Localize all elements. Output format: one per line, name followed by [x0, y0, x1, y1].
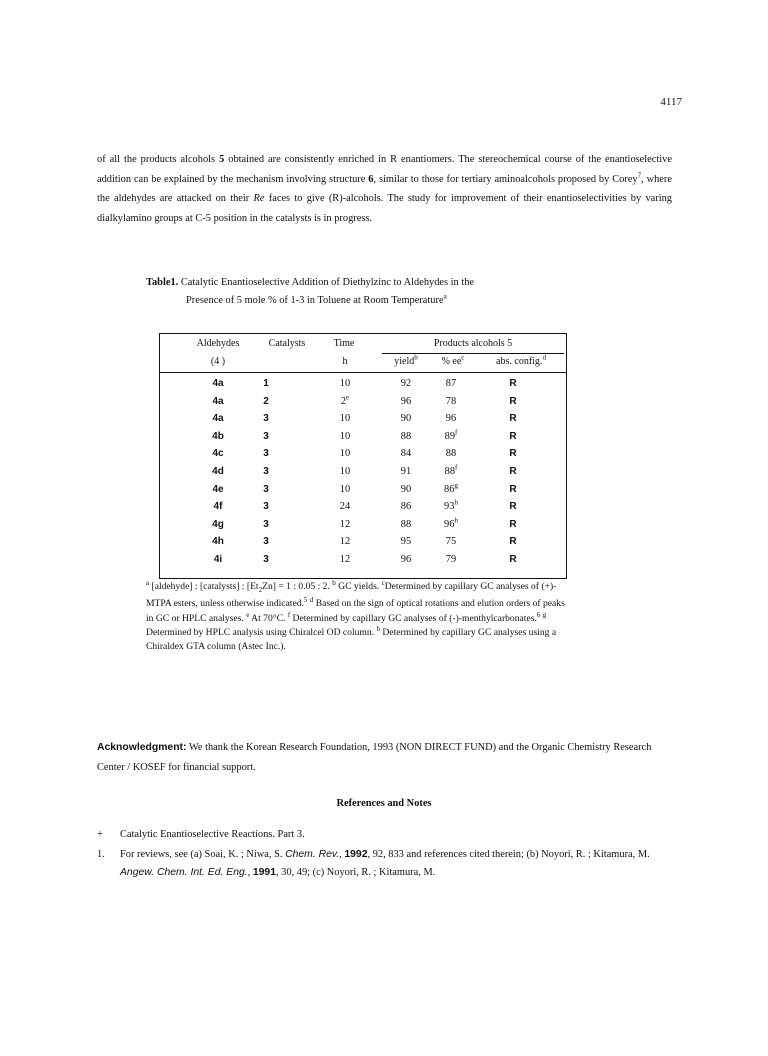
cell-yield: 84 [400, 448, 412, 460]
cell-yield: 95 [400, 536, 412, 548]
cell-catalyst: 3 [263, 413, 269, 425]
table-row [160, 428, 566, 448]
cell-catalyst: 3 [263, 554, 269, 565]
header-time: Time [333, 338, 355, 349]
cell-yield: 90 [400, 413, 412, 425]
header-products: Products alcohols 5 [433, 338, 513, 349]
cell-abs-config: R [509, 554, 517, 565]
table-row [160, 448, 566, 465]
table-row [160, 378, 566, 395]
cell-abs-config: R [509, 518, 517, 530]
cell-yield: 86 [400, 501, 412, 513]
cell-catalyst: 1 [263, 378, 269, 389]
cell-aldehyde: 4g [212, 518, 224, 530]
cell-ee: 96$^h$ [444, 516, 458, 530]
cell-abs-config: R [509, 536, 517, 548]
cell-yield: 92 [400, 378, 412, 389]
cell-ee: 87 [445, 378, 457, 389]
cell-aldehyde: 4c [212, 448, 224, 460]
cell-time: 12 [339, 518, 351, 530]
cell-ee: 93$^h$ [444, 498, 458, 513]
header-aldehydes: Aldehydes [196, 338, 240, 349]
cell-time: 10 [339, 378, 351, 389]
cell-ee: 79 [445, 554, 457, 565]
cell-catalyst: 3 [263, 466, 269, 477]
intro-paragraph: of all the products alcohols 5 obtained are consistently enriched in R enantiomers. The stereochemical course of the enantioselective addition can be explained by the mechanism involving structure 6, similar to those for tertiary aminoalcohols proposed by Corey$^7$, where the aldehydes are attacked on their Re faces to give (R)-alcohols. The study for improvement of their enantioselectivities by varing dialkylamino groups at C-5 position in the catalysts is in progress. [97, 154, 672, 224]
cell-catalyst: 3 [263, 430, 269, 442]
cell-time: 24 [339, 501, 351, 513]
results-table [159, 333, 567, 579]
cell-abs-config: R [509, 466, 517, 477]
cell-catalyst: 3 [263, 483, 269, 495]
cell-time: 10 [339, 466, 351, 477]
cell-ee: 88 [445, 448, 457, 460]
table-row [160, 536, 566, 553]
cell-catalyst: 3 [263, 501, 269, 513]
cell-catalyst: 3 [263, 518, 269, 530]
cell-ee: 89$^f$ [444, 428, 458, 442]
cell-time: 10 [339, 413, 351, 425]
header-time-unit: h [342, 356, 348, 367]
cell-aldehyde: 4a [212, 413, 224, 425]
acknowledgment: Acknowledgment: We thank the Korean Research Foundation, 1993 (NON DIRECT FUND) and the Organic Chemistry Research Center / KOSEF for financial support. [97, 742, 652, 773]
cell-aldehyde: 4e [212, 483, 224, 495]
cell-aldehyde: 4f [213, 501, 223, 513]
table-footnotes: $^a$ [aldehyde] : [catalysts] : $[Et_2Zn] = 1$ : 0.05 : 2. $^b$ GC yields. $^c$Determined by capillary GC analyses of (+)-MTPA esters, unless otherwise indicated.$^5$ $^d$ Based on the sign of optical rotations and elution orders of peaks in GC or HPLC analyses. $^e$ At 70°C. $^f$ Determined by capillary GC analyses of (-)-menthylcarbonates.$^6$ $^g$ Determined by HPLC analysis using Chiralcel OD column. $^h$ Determined by capillary GC analyses using a Chiraldex GTA column (Astec Inc.). [146, 578, 565, 653]
cell-aldehyde: 4a [212, 378, 224, 389]
references-heading: References and Notes [336, 798, 432, 809]
page-number: 4117 [660, 96, 682, 108]
cell-aldehyde: 4d [212, 466, 224, 477]
table-row [160, 463, 566, 483]
cell-yield: 88 [400, 518, 412, 530]
cell-ee: 78 [445, 395, 457, 407]
cell-catalyst: 3 [263, 536, 269, 548]
cell-abs-config: R [509, 483, 517, 495]
cell-time: 10 [339, 430, 351, 442]
cell-time: 12 [339, 554, 351, 565]
cell-abs-config: R [509, 395, 517, 407]
cell-abs-config: R [509, 413, 517, 425]
cell-aldehyde: 4b [212, 430, 224, 442]
cell-time: 2e [340, 393, 350, 407]
cell-aldehyde: 4i [213, 554, 223, 565]
cell-yield: 88 [400, 430, 412, 442]
cell-abs-config: R [509, 448, 517, 460]
header-yield: yield$^b$ [394, 353, 418, 367]
header-catalysts: Catalysts [268, 338, 306, 349]
cell-yield: 96 [400, 554, 412, 565]
table-caption: Table1. Catalytic Enantioselective Addition of Diethylzinc to Aldehydes in the Presence of 5 mole % of 1-3 in Toluene at Room Temperature$^a$ [146, 277, 475, 306]
cell-abs-config: R [509, 501, 517, 513]
header-abs-config: abs. config.$^d$ [496, 353, 546, 367]
cell-time: 12 [339, 536, 351, 548]
header-rule [160, 372, 566, 373]
cell-yield: 90 [400, 483, 412, 495]
table-row [160, 413, 566, 430]
cell-ee: 88$^f$ [444, 463, 458, 477]
cell-time: 10 [339, 448, 351, 460]
cell-ee: 75 [445, 536, 457, 548]
reference-item: + Catalytic Enantioselective Reactions. Part 3. [97, 829, 305, 840]
table-row [160, 393, 566, 413]
header-ee: % $ee^c$ [441, 353, 465, 367]
header-aldehydes-sub: (4 ) [210, 356, 226, 367]
cell-yield: 96 [400, 395, 412, 407]
reference-item: 1. For reviews, see (a) Soai, K. ; Niwa, S. Chem. Rev., 1992, 92, 833 and references cited therein; (b) Noyori, R. ; Kitamura, M. Angew. Chem. Int. Ed. Eng., 1991, 30, 49; (c) Noyori, R. ; Kitamura, M. [97, 849, 650, 878]
cell-aldehyde: 4h [212, 536, 224, 548]
table-row [160, 498, 566, 518]
cell-catalyst: 2 [263, 395, 269, 407]
table-row [160, 516, 566, 536]
cell-ee: 86$^g$ [444, 481, 458, 495]
products-rule [382, 353, 564, 354]
cell-yield: 91 [400, 466, 412, 477]
table-row [160, 554, 566, 571]
cell-catalyst: 3 [263, 448, 269, 460]
table-row [160, 481, 566, 501]
cell-ee: 96 [445, 413, 457, 425]
cell-abs-config: R [509, 378, 517, 389]
cell-time: 10 [339, 483, 351, 495]
cell-abs-config: R [509, 430, 517, 442]
cell-aldehyde: 4a [212, 395, 224, 407]
